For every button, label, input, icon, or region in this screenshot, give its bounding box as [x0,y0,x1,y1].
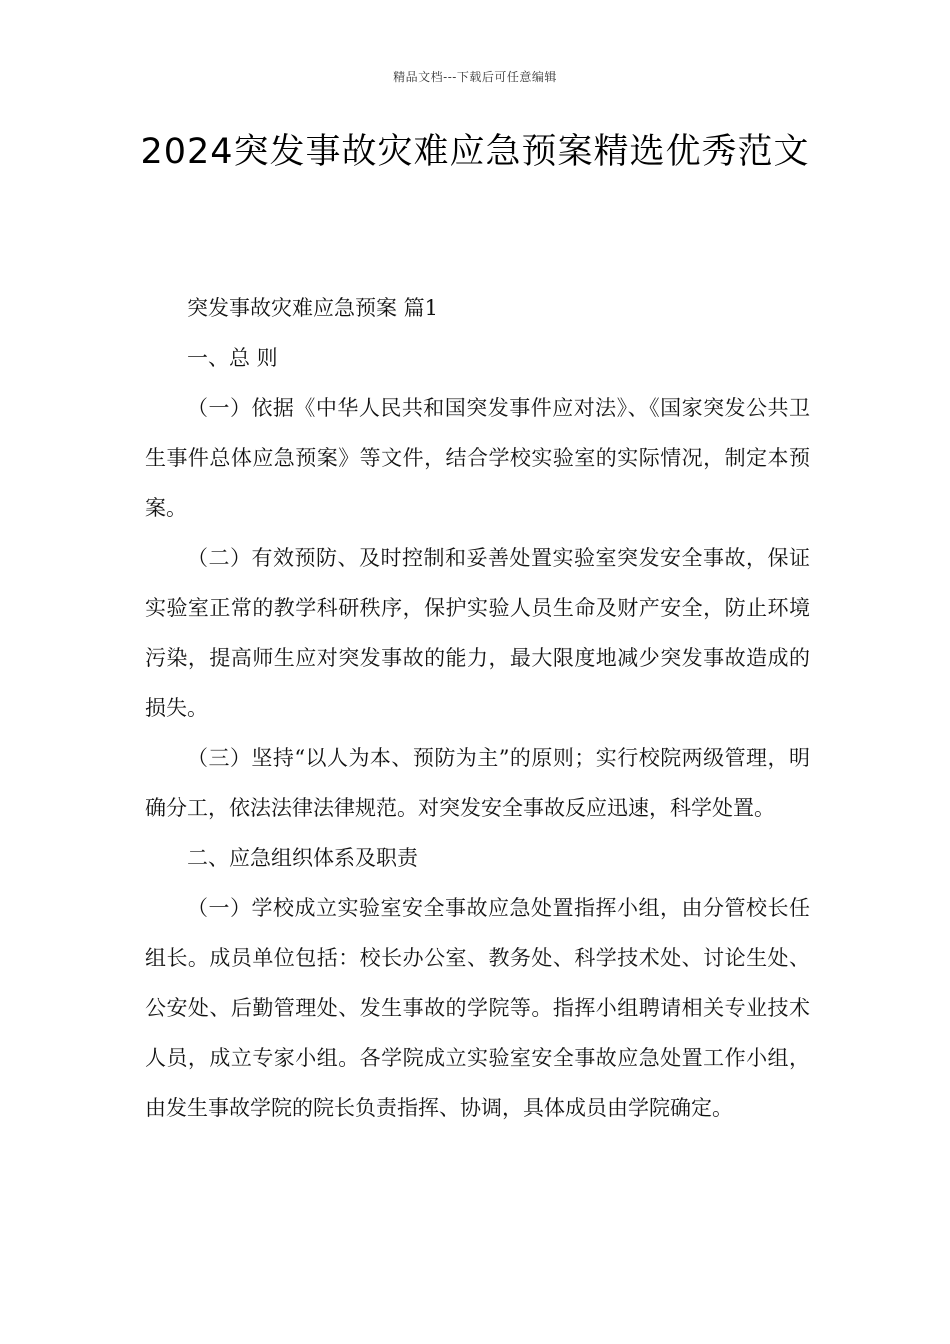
document-title: 2024突发事故灾难应急预案精选优秀范文 [140,132,810,172]
section-heading-general: 一、总 则 [187,346,278,370]
section-heading-organization: 二、应急组织体系及职责 [187,846,418,870]
paragraph-basis: （一）依据《中华人民共和国突发事件应对法》、《国家突发公共卫生事件总体应急预案》等文件，结合学校实验室的实际情况，制定本预案。 [145,396,810,520]
paragraph-command-group: （一）学校成立实验室安全事故应急处置指挥小组，由分管校长任组长。成员单位包括：校长办公室、教务处、科学技术处、讨论生处、公安处、后勤管理处、发生事故的学院等。指挥小组聘请相关专业技术人员，成立专家小组。各学院成立实验室安全事故应急处置工作小组，由发生事故学院的院长负责指挥、协调，具体成员由学院确定。 [145,896,810,1120]
paragraph-principles: （三）坚持“以人为本、预防为主”的原则；实行校院两级管理，明确分工，依法法律法律规范。对突发安全事故反应迅速，科学处置。 [145,746,810,820]
section-heading-chapter: 突发事故灾难应急预案 篇1 [187,296,439,320]
paragraph-goals: （二）有效预防、及时控制和妥善处置实验室突发安全事故，保证实验室正常的教学科研秩序，保护实验人员生命及财产安全，防止环境污染，提高师生应对突发事故的能力，最大限度地减少突发事故造成的损失。 [145,546,810,720]
header-note: 精品文档---下载后可任意编辑 [393,70,557,84]
document-body [145,283,810,1133]
